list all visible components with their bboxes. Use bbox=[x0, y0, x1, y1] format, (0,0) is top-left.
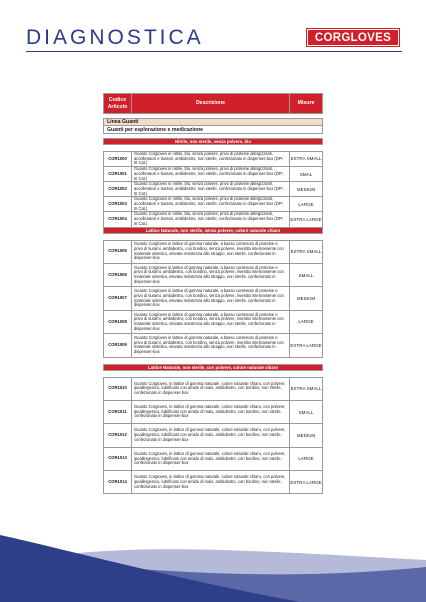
table-row bbox=[104, 471, 323, 494]
footer-wave-decoration bbox=[0, 505, 426, 602]
gap-row bbox=[104, 233, 323, 240]
product-size: MEDIUM bbox=[290, 182, 323, 197]
table-row bbox=[104, 197, 323, 212]
product-code: COR1010 bbox=[104, 377, 132, 400]
section-title: Lattice Naturale, non sterile, con polvere, colore naturale chiaro bbox=[104, 364, 323, 370]
product-description: Guanto Corgloves in nitrile, blu, senza polvere, privo di proteine allergizzanti, accelleratori e tiurami, ambidestro, non sterile, confezionato in dispenser-box (DPI III Cat.) bbox=[132, 197, 290, 212]
line-label: Linea Guanti bbox=[104, 119, 323, 126]
header-divider bbox=[26, 51, 402, 52]
header-size: Misure bbox=[290, 94, 323, 114]
header-description: Descrizione bbox=[132, 94, 290, 114]
product-description: Guanto Corgloves, in lattice di gomma naturale, colore naturale chiaro, con polvere, ipoallergenico, lubrificato con amido di mais, ambidestro, con bordino, non sterile, confezionato in dispenser-box bbox=[132, 424, 290, 447]
brand-logo bbox=[307, 29, 399, 46]
product-code: COR1008 bbox=[104, 310, 132, 333]
product-code: COR1012 bbox=[104, 424, 132, 447]
product-size: EXTRA LARGE bbox=[290, 471, 323, 494]
product-description: Guanto Corgloves in lattice di gomma naturale, a basso contenuto di proteine e privo di tiurami, ambidestro, con bordino, senza polvere, rivestito internamente con materiale sintetico, elevata resistenza allo strappo, non sterile, confezionato in dispenser-box bbox=[132, 334, 290, 357]
product-code: COR1000 bbox=[104, 152, 132, 167]
table-row bbox=[104, 212, 323, 227]
gap-row bbox=[104, 357, 323, 364]
product-description: Guanto Corgloves in lattice di gomma naturale, a basso contenuto di proteine e privo di tiurami, ambidestro, con bordino, senza polvere, rivestito internamente con materiale sintetico, elevata resistenza allo strappo, non sterile, confezionato in dispenser-box bbox=[132, 310, 290, 333]
table-header-row bbox=[104, 94, 323, 114]
product-size: LARGE bbox=[290, 447, 323, 470]
product-size: LARGE bbox=[290, 310, 323, 333]
product-size: EXTRA LARGE bbox=[290, 334, 323, 357]
product-size: MEDIUM bbox=[290, 424, 323, 447]
product-code: COR1005 bbox=[104, 240, 132, 263]
table-row bbox=[104, 167, 323, 182]
product-description: Guanto Corgloves, in lattice di gomma naturale, colore naturale chiaro, con polvere, ipoallergenico, lubrificato con amido di mais, ambidestro, con bordino, non sterile, confezionato in dispenser-box bbox=[132, 400, 290, 423]
subline-row bbox=[104, 126, 323, 134]
table-row bbox=[104, 240, 323, 263]
product-code: COR1002 bbox=[104, 182, 132, 197]
product-description: Guanto Corgloves in nitrile, blu, senza polvere, privo di proteine allergizzanti, accelleratori e tiurami, ambidestro, non sterile, confezionato in dispenser-box (DPI III Cat.) bbox=[132, 167, 290, 182]
table-row bbox=[104, 447, 323, 470]
product-description: Guanto Corgloves, in lattice di gomma naturale, colore naturale chiaro, con polvere, ipoallergenico, lubrificato con amido di mais, ambidestro, con bordino, non sterile, confezionato in dispenser-box bbox=[132, 377, 290, 400]
product-size: EXTRA SMALL bbox=[290, 152, 323, 167]
product-code: COR1007 bbox=[104, 287, 132, 310]
section-title: Nitrile, non sterile, senza polvere, blu bbox=[104, 139, 323, 145]
product-size: LARGE bbox=[290, 197, 323, 212]
table-row bbox=[104, 310, 323, 333]
table-row bbox=[104, 400, 323, 423]
product-description: Guanto Corgloves, in lattice di gomma naturale, colore naturale chiaro, con polvere, ipoallergenico, lubrificato con amido di mais, ambidestro, con bordino, non sterile, confezionato in dispenser-box bbox=[132, 471, 290, 494]
product-code: COR1013 bbox=[104, 447, 132, 470]
product-table-container bbox=[103, 93, 322, 494]
page-title: DIAGNOSTICA bbox=[26, 26, 204, 49]
product-table bbox=[103, 93, 323, 494]
product-size: MEDIUM bbox=[290, 287, 323, 310]
product-code: COR1009 bbox=[104, 334, 132, 357]
product-description: Guanto Corgloves in lattice di gomma naturale, a basso contenuto di proteine e privo di tiurami, ambidestro, con bordino, senza polvere, rivestito internamente con materiale sintetico, elevata resistenza allo strappo, non sterile, confezionato in dispenser-box bbox=[132, 287, 290, 310]
product-code: COR1011 bbox=[104, 400, 132, 423]
brand-logo-text: CORGLOVES bbox=[314, 31, 392, 44]
table-row bbox=[104, 424, 323, 447]
line-row bbox=[104, 119, 323, 126]
gap-row bbox=[104, 370, 323, 377]
table-row bbox=[104, 263, 323, 286]
product-code: COR1014 bbox=[104, 471, 132, 494]
product-description: Guanto Corgloves in nitrile, blu, senza polvere, privo di proteine allergizzanti, accelleratori e tiurami, ambidestro, non sterile, confezionato in dispenser-box (DPI III Cat.) bbox=[132, 182, 290, 197]
header-code: Codice Articolo bbox=[104, 94, 132, 114]
table-row bbox=[104, 287, 323, 310]
subline-label: Guanti per esplorazione e medicazione bbox=[104, 126, 323, 134]
product-code: COR1004 bbox=[104, 212, 132, 227]
product-description: Guanto Corgloves in nitrile, blu, senza polvere, privo di proteine allergizzanti, accelleratori e tiurami, ambidestro, non sterile, confezionato in dispenser-box (DPI III Cat.) bbox=[132, 212, 290, 227]
table-row bbox=[104, 182, 323, 197]
product-size: SMALL bbox=[290, 263, 323, 286]
table-row bbox=[104, 152, 323, 167]
product-description: Guanto Corgloves in nitrile, blu, senza polvere, privo di proteine allergizzanti, accelleratori e tiurami, ambidestro, non sterile, confezionato in dispenser-box (DPI III Cat.) bbox=[132, 152, 290, 167]
product-size: EXTRA LARGE bbox=[290, 212, 323, 227]
table-row bbox=[104, 334, 323, 357]
product-description: Guanto Corgloves, in lattice di gomma naturale, colore naturale chiaro, con polvere, ipoallergenico, lubrificato con amido di mais, ambidestro, con bordino, non sterile, confezionato in dispenser-box bbox=[132, 447, 290, 470]
table-row bbox=[104, 377, 323, 400]
product-code: COR1003 bbox=[104, 197, 132, 212]
product-code: COR1006 bbox=[104, 263, 132, 286]
section-title: Lattice Naturale, non sterile, senza polvere, colore naturale chiaro bbox=[104, 227, 323, 233]
product-size: EXTRA SMALL bbox=[290, 240, 323, 263]
product-size: SMAL bbox=[290, 167, 323, 182]
product-description: Guanto Corgloves in lattice di gomma naturale, a basso contenuto di proteine e privo di tiurami, ambidestro, con bordino, senza polvere, rivestito internamente con materiale sintetico, elevata resistenza allo strappo, non sterile, confezionato in dispenser-box bbox=[132, 263, 290, 286]
product-size: SMALL bbox=[290, 400, 323, 423]
product-size: EXTRA SMALL bbox=[290, 377, 323, 400]
product-code: COR1001 bbox=[104, 167, 132, 182]
product-description: Guanto Corgloves in lattice di gomma naturale, a basso contenuto di proteine e privo di tiurami, ambidestro, con bordino, senza polvere, rivestito internamente con materiale sintetico, elevata resistenza allo strappo, non sterile, confezionato in dispenser-box bbox=[132, 240, 290, 263]
